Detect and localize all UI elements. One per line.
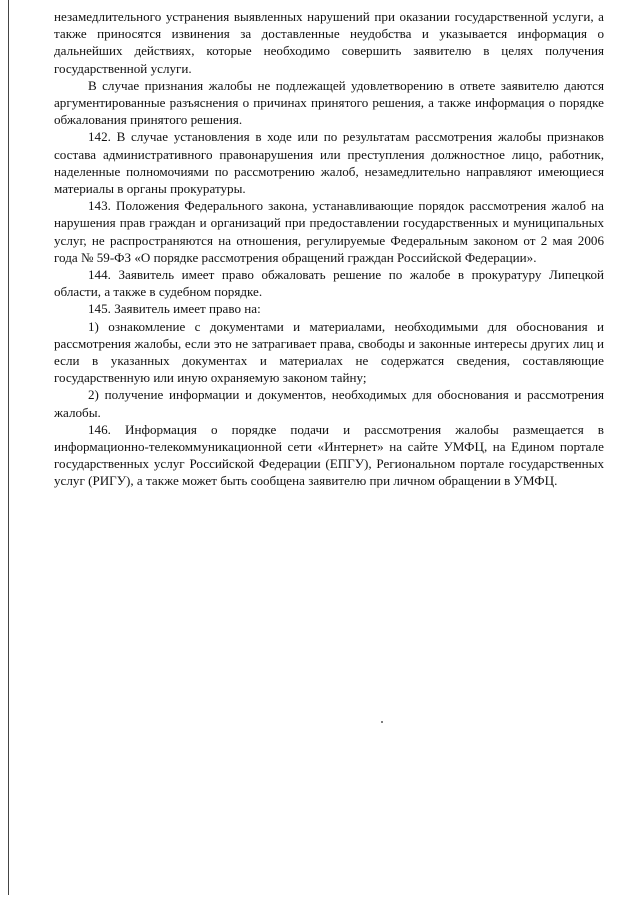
paragraph-145-item-1: 1) ознакомление с документами и материалами, необходимыми для обоснования и рассмотрения жалобы, если это не затрагивает права, свободы и законные интересы других лиц и если в указанных документах и материалах не содержатся сведения, составляющие государственную или иную охраняемую законом тайну; <box>54 318 604 386</box>
document-body <box>54 8 604 490</box>
paragraph-143: 143. Положения Федерального закона, устанавливающие порядок рассмотрения жалоб на нарушения прав граждан и организаций при предоставлении государственных и муниципальных услуг, не распространяются на отношения, регулируемые Федеральным законом от 2 мая 2006 года № 59-ФЗ «О порядке рассмотрения обращений граждан Российской Федерации». <box>54 198 604 265</box>
paragraph-144: 144. Заявитель имеет право обжаловать решение по жалобе в прокуратуру Липецкой области, а также в судебном порядке. <box>54 267 604 300</box>
paragraph-145-item-2: 2) получение информации и документов, необходимых для обоснования и рассмотрения жалобы. <box>54 387 604 420</box>
scan-speck <box>381 721 383 723</box>
margin-rule <box>8 0 9 895</box>
paragraph-continuation: незамедлительного устранения выявленных нарушений при оказании государственной услуги, а также приносятся извинения за доставленные неудобства и указывается информация о дальнейших действиях, которые необходимо совершить заявителю в целях получения государственной услуги. <box>54 9 604 76</box>
paragraph-146: 146. Информация о порядке подачи и рассмотрения жалобы размещается в информационно-телекоммуникационной сети «Интернет» на сайте УМФЦ, на Едином портале государственных услуг Российской Федерации (ЕПГУ), Региональном портале государственных услуг (РИГУ), а также может быть сообщена заявителю при личном обращении в УМФЦ. <box>54 421 604 489</box>
paragraph-142: 142. В случае установления в ходе или по результатам рассмотрения жалобы признаков состава административного правонарушения или преступления должностное лицо, работник, наделенные полномочиями по рассмотрению жалоб, незамедлительно направляют имеющиеся материалы в органы прокуратуры. <box>54 129 604 197</box>
paragraph-145: 145. Заявитель имеет право на: <box>88 301 261 317</box>
paragraph-rejection-response: В случае признания жалобы не подлежащей удовлетворению в ответе заявителю даются аргументированные разъяснения о причинах принятого решения, а также информация о порядке обжалования принятого решения. <box>54 77 604 128</box>
